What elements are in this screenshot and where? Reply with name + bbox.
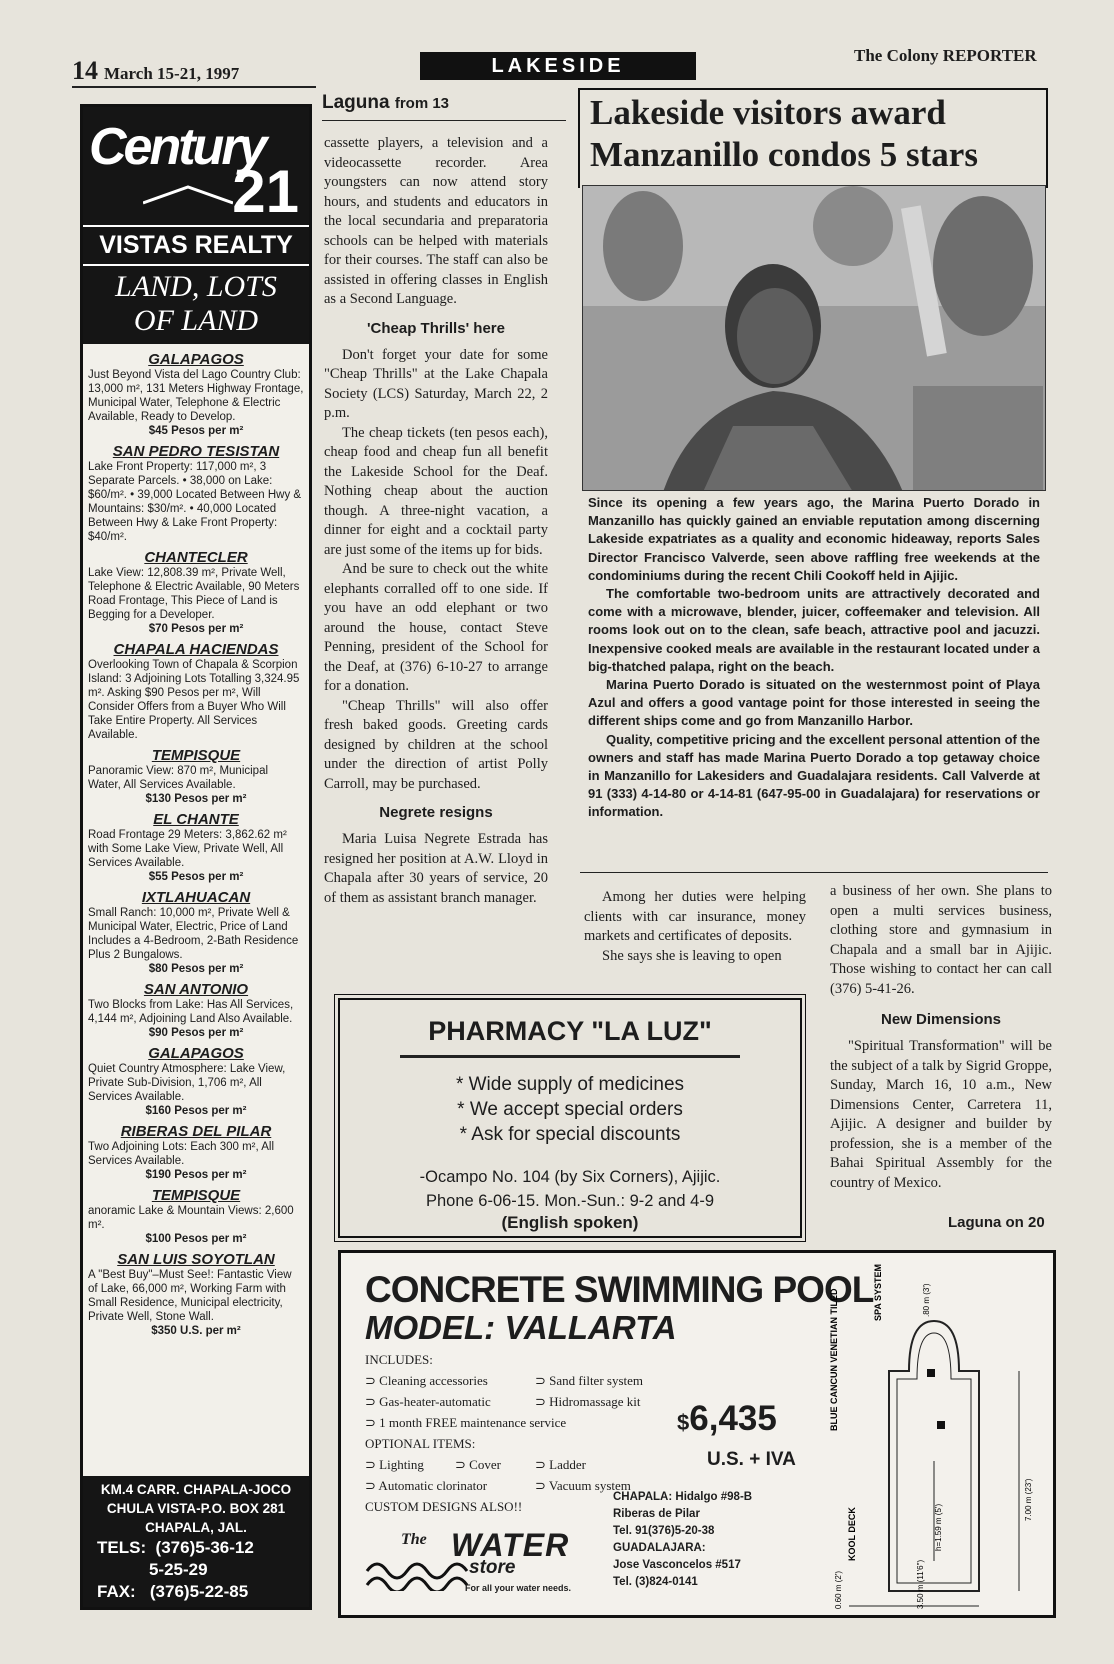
listing — [88, 443, 304, 544]
header-rule — [72, 86, 316, 88]
listing — [88, 811, 304, 884]
cheap-thrills-heading: 'Cheap Thrills' here — [366, 319, 505, 337]
length-label: 7.00 m (23') — [1024, 1478, 1033, 1521]
optional-item: ⊃ Vacuum system — [535, 1478, 631, 1493]
laguna-paragraph: Don't forget your date for some "Cheap Thrills" at the Lake Chapala Society (LCS) Saturday, March 22, 2 p.m. — [324, 346, 548, 421]
feature-row — [365, 1454, 695, 1475]
section-banner: LAKESIDE — [420, 52, 696, 80]
listing-price: $45 Pesos per m² — [148, 425, 244, 437]
contact-line: Tel. 91(376)5-20-38 — [613, 1525, 715, 1537]
pool-model — [365, 1309, 677, 1347]
listing-price: $70 Pesos per m² — [148, 623, 244, 635]
feature-row — [365, 1370, 695, 1391]
listing-title: SAN LUIS SOYOTLAN — [117, 1251, 275, 1268]
listing-desc: Lake View: 12,808.39 m², Private Well, Telephone & Electric Available, 90 Meters Road Frontage, This Piece of Land is Begging for a Developer. — [88, 567, 300, 621]
photo-caption — [588, 494, 1040, 822]
page-number: 14 — [72, 56, 98, 85]
pool-price — [677, 1399, 777, 1439]
century21-logo — [83, 107, 309, 225]
listing-desc: Road Frontage 29 Meters: 3,862.62 m² with Some Lake View, Private Well, All Services Available. — [88, 829, 287, 869]
continued-notice: Laguna on 20 — [948, 1214, 1045, 1231]
caption-paragraph: Quality, competitive pricing and the excellent personal attention of the owners and staff has made Marina Puerto Dorado a top getaway choice in Manzanillo for Lakesiders and Guadalajara residents. Call Valverde at 91 (333) 4-14-80 or 4-14-81 (647-95-00 in Guadalajara) for reservations or information. — [588, 731, 1040, 820]
pharmacy-bullet: * We accept special orders — [457, 1099, 683, 1120]
agency-phone: TELS: (376)5-36-12 — [97, 1538, 254, 1557]
century21-brand: Century — [89, 118, 265, 176]
century21-number: 21 — [232, 158, 299, 225]
listing — [88, 1123, 304, 1182]
tagline-line2: OF LAND — [133, 304, 259, 337]
pool-currency: U.S. + IVA — [707, 1449, 796, 1470]
tile-label: BLUE CANCUN VENETIAN TILED — [829, 1288, 839, 1431]
photo-illustration — [583, 186, 1046, 491]
pool-contact — [613, 1489, 752, 1591]
spa-width-label: .80 m (3') — [922, 1283, 931, 1317]
listing — [88, 889, 304, 976]
listing-title: IXTLAHUACAN — [141, 889, 251, 906]
listing-title: TEMPISQUE — [151, 747, 241, 764]
pharmacy-address: -Ocampo No. 104 (by Six Corners), Ajijic. — [419, 1168, 721, 1186]
jet-marker — [927, 1369, 935, 1377]
listing-desc: Panoramic View: 870 m², Municipal Water, All Services Available. — [88, 765, 269, 791]
listing — [88, 747, 304, 806]
pharmacy-bullet: * Ask for special discounts — [459, 1124, 681, 1145]
depth-label: h=1.59 m (5') — [934, 1503, 943, 1551]
negrete-paragraph: a business of her own. She plans to open a multi services business, clothing store and gymnasium in Chapala and a small bar in Ajijic. Those wishing to contact her can call (376) 5-41-26. — [830, 883, 1052, 997]
laguna-heading — [322, 92, 449, 114]
laguna-paragraph: Maria Luisa Negrete Estrada has resigned her position at A.W. Lloyd in Chapala after 30 years of service, 20 of them as assistant branch manager. — [324, 831, 548, 906]
agency-phone-2: 5-25-29 — [97, 1560, 208, 1579]
listing-desc: anoramic Lake & Mountain Views: 2,600 m². — [88, 1205, 294, 1231]
listing — [88, 549, 304, 636]
listing-desc: Two Adjoining Lots: Each 300 m², All Services Available. — [88, 1141, 275, 1167]
caption-rule — [580, 872, 1048, 873]
feature-item: ⊃ 1 month FREE maintenance service — [365, 1415, 567, 1430]
optional-item: ⊃ Lighting — [365, 1457, 424, 1472]
publication-name: The Colony REPORTER — [854, 46, 1037, 65]
pharmacy-divider — [400, 1055, 740, 1058]
pharmacy-phone: Phone 6-06-15. Mon.-Sun.: 9-2 and 4-9 — [425, 1192, 715, 1210]
new-dimensions-heading: New Dimensions — [880, 1011, 1002, 1028]
listing — [88, 1187, 304, 1246]
negrete-heading: Negrete resigns — [379, 804, 493, 821]
listing-title: EL CHANTE — [153, 811, 239, 828]
listing-title: GALAPAGOS — [148, 1045, 244, 1062]
listing-desc: Two Blocks from Lake: Has All Services, 4,144 m², Adjoining Land Also Available. — [88, 999, 294, 1025]
house-roof-icon — [143, 185, 233, 205]
feature-headline — [578, 88, 1048, 188]
feature-item: ⊃ Hidromassage kit — [535, 1394, 641, 1409]
pool-model-label: MODEL: — [365, 1309, 496, 1346]
price-symbol: $ — [677, 1410, 690, 1435]
optional-item: ⊃ Ladder — [535, 1457, 586, 1472]
century21-ad — [80, 104, 312, 1610]
listing-title: CHANTECLER — [144, 549, 248, 566]
laguna-paragraph: cassette players, a television and a videocassette recorder. Area youngsters can now attend story hours, and students and educators in the local secundaria and preparatoria schools can be helped with materials for their courses. The staff can also be assisted in offering classes in English as a Second Language. — [324, 135, 548, 307]
listing-title: SAN ANTONIO — [143, 981, 249, 998]
listing-price: $130 Pesos per m² — [145, 793, 247, 805]
laguna-title: Laguna — [322, 92, 390, 113]
listing-desc: A "Best Buy"–Must See!: Fantastic View of Lake, 66,000 m², Working Farm with Small Residence, Municipal electricity, Private Well, Stone Wall. — [88, 1269, 292, 1323]
laguna-paragraph: "Cheap Thrills" will also offer fresh baked goods. Greeting cards designed by children at the school under the direction of artist Polly Carroll, may be purchased. — [324, 697, 548, 792]
listing-price: $160 Pesos per m² — [145, 1105, 247, 1117]
negrete-paragraph: She says she is leaving to open — [602, 947, 782, 964]
contact-line: Tel. (3)824-0141 — [613, 1576, 698, 1588]
pharmacy-bullet: * Wide supply of medicines — [455, 1074, 685, 1095]
listing — [88, 351, 304, 438]
listings — [83, 344, 309, 1338]
new-dimensions-paragraph: "Spiritual Transformation" will be the subject of a talk by Sigrid Groppe, Sunday, March 16, 10 a.m., New Dimensions Center, Carretera 11, Ajijic. A designer and builder by profession, she is a member of the Bahai Spiritual Assembly for the country of Mexico. — [830, 1038, 1052, 1191]
feature-item: ⊃ Sand filter system — [535, 1373, 644, 1388]
laguna-rule — [322, 120, 566, 121]
listing-title: GALAPAGOS — [148, 351, 244, 368]
logo-water: WATER — [451, 1527, 570, 1563]
headline-line2: Manzanillo condos 5 stars — [590, 135, 978, 174]
headline-line1: Lakeside visitors award — [590, 93, 946, 132]
laguna-paragraph: And be sure to check out the white elephants corralled off to one side. If you have an odd elephant or two around the house, contact Steve Penning, president of the School for the Deaf, at (376) 6-10-27 to arrange for a donation. — [324, 561, 548, 694]
agency-address-line1: KM.4 CARR. CHAPALA-JOCO — [100, 1482, 292, 1497]
price-value: 6,435 — [689, 1399, 777, 1438]
listing-price: $80 Pesos per m² — [148, 963, 244, 975]
listing-price: $350 U.S. per m² — [151, 1325, 241, 1337]
spa-label: SPA SYSTEM — [873, 1263, 883, 1321]
pool-diagram — [819, 1261, 1049, 1611]
listing-title: TEMPISQUE — [151, 1187, 241, 1204]
pharmacy-title: PHARMACY "LA LUZ" — [428, 1016, 712, 1046]
custom-designs: CUSTOM DESIGNS ALSO!! — [365, 1499, 523, 1514]
deck-label: KOOL DECK — [847, 1507, 857, 1561]
tagline-line1: LAND, LOTS — [115, 270, 277, 303]
listing-price: $100 Pesos per m² — [145, 1233, 247, 1245]
feature-photo — [582, 185, 1046, 491]
agency-contact — [83, 1476, 309, 1607]
listing — [88, 981, 304, 1040]
listing-price: $55 Pesos per m² — [148, 871, 244, 883]
listing-price: $190 Pesos per m² — [145, 1169, 247, 1181]
negrete-column-2 — [584, 888, 806, 966]
listing-desc: Just Beyond Vista del Lago Country Club: 13,000 m², 131 Meters Highway Frontage, Municipal Water, Telephone & Electric Available, Ready to Develop. — [88, 369, 304, 423]
laguna-jump: from 13 — [394, 95, 450, 112]
contact-line: Riberas de Pilar — [613, 1508, 700, 1520]
contact-line: GUADALAJARA: — [613, 1542, 706, 1554]
caption-paragraph: The comfortable two-bedroom units are attractively decorated and come with a microwave, blender, juicer, coffeemaker and television. All rooms look out on to the clean, safe beach, attractive pool and jacuzzi. Inexpensive cooked meals are available in the restaurant located under a big-thatched palapa, right on the beach. — [588, 586, 1040, 674]
feature-row — [365, 1391, 695, 1412]
listing-desc: Overlooking Town of Chapala & Scorpion Island: 3 Adjoining Lots Totalling 3,324.95 m². Asking $90 Pesos per m², Will Consider Offers from a Buyer Who Will Take Entire Property. All Services Available. — [88, 659, 300, 741]
contact-line: Jose Vasconcelos #517 — [613, 1559, 741, 1571]
listing-title: RIBERAS DEL PILAR — [120, 1123, 272, 1140]
issue-date: March 15-21, 1997 — [104, 64, 240, 83]
listing — [88, 641, 304, 742]
pool-title: CONCRETE SWIMMING POOL — [365, 1269, 874, 1310]
feature-item: ⊃ Cleaning accessories — [365, 1373, 488, 1388]
pharmacy-english: (English spoken) — [501, 1213, 639, 1232]
optional-item: ⊃ Automatic clorinator — [365, 1478, 488, 1493]
laguna-paragraph: The cheap tickets (ten pesos each), cheap food and cheap fun all benefit the Lakeside School for the Deaf. Nothing cheap about the auction though. A three-night vacation, a dinner for eight and a cocktail party are just some of the items up for bids. — [324, 424, 548, 558]
feature-item: ⊃ Gas-heater-automatic — [365, 1394, 491, 1409]
caption-paragraph: Marina Puerto Dorado is situated on the westernmost point of Playa Azul and offers a good vantage point for those interested in seeing the different ships come and go from Manzanillo Harbor. — [588, 677, 1040, 729]
shallow-label: 0.60 m (2') — [834, 1571, 843, 1609]
pool-model-name: VALLARTA — [504, 1309, 677, 1346]
laguna-column — [324, 134, 548, 908]
listing-title: SAN PEDRO TESISTAN — [112, 443, 280, 460]
caption-paragraph: Since its opening a few years ago, the Marina Puerto Dorado in Manzanillo has quickly gained an enviable reputation among discerning Lakeside expatriates as a quality and economic hideaway, reports Sales Director Francisco Valverde, seen above raffling free weekends at the condominiums during the recent Chili Cookoff held in Ajijic. — [588, 495, 1040, 583]
includes-label: INCLUDES: — [365, 1352, 433, 1367]
listing-desc: Lake Front Property: 117,000 m², 3 Separate Parcels. • 38,000 on Lake: $60/m². • 39,000 Located Between Hwy & Mountains: $30/m². • 40,000 Located Between Hwy & Lake Front Property: $40/m². — [88, 461, 302, 543]
pool-ad — [338, 1250, 1056, 1618]
logo-the: The — [401, 1531, 427, 1548]
negrete-paragraph: Among her duties were helping clients with car insurance, money markets and certificates of deposits. — [584, 889, 806, 944]
listing-price: $90 Pesos per m² — [148, 1027, 244, 1039]
logo-tagline: For all your water needs. — [465, 1583, 572, 1593]
optional-item: ⊃ Cover — [455, 1457, 501, 1472]
listing-desc: Small Ranch: 10,000 m², Private Well & Municipal Water, Electric, Price of Land Includes a 4-Bedroom, 2-Bath Residence Plus 2 Bungalows. — [88, 907, 299, 961]
negrete-column-3 — [830, 882, 1052, 1193]
width-label: 3.50 m (11'6") — [916, 1559, 925, 1609]
optional-label: OPTIONAL ITEMS: — [365, 1436, 476, 1451]
agency-fax: FAX: (376)5-22-85 — [97, 1582, 249, 1601]
logo-store: store — [469, 1557, 516, 1578]
ad-tagline — [83, 264, 309, 344]
contact-line: CHAPALA: Hidalgo #98-B — [613, 1491, 753, 1503]
agency-address-line2: CHULA VISTA-P.O. BOX 281 — [106, 1501, 286, 1516]
pharmacy-ad — [338, 998, 802, 1238]
agency-name: VISTAS REALTY — [83, 225, 309, 264]
page-number-date — [72, 56, 239, 86]
agency-address-line3: CHAPALA, JAL. — [145, 1520, 247, 1535]
listing — [88, 1251, 304, 1338]
jet-marker — [937, 1421, 945, 1429]
listing-title: CHAPALA HACIENDAS — [113, 641, 279, 658]
listing — [88, 1045, 304, 1118]
water-store-logo — [365, 1527, 585, 1599]
listing-desc: Quiet Country Atmosphere: Lake View, Private Sub-Division, 1,706 m², All Services Available. — [88, 1063, 286, 1103]
